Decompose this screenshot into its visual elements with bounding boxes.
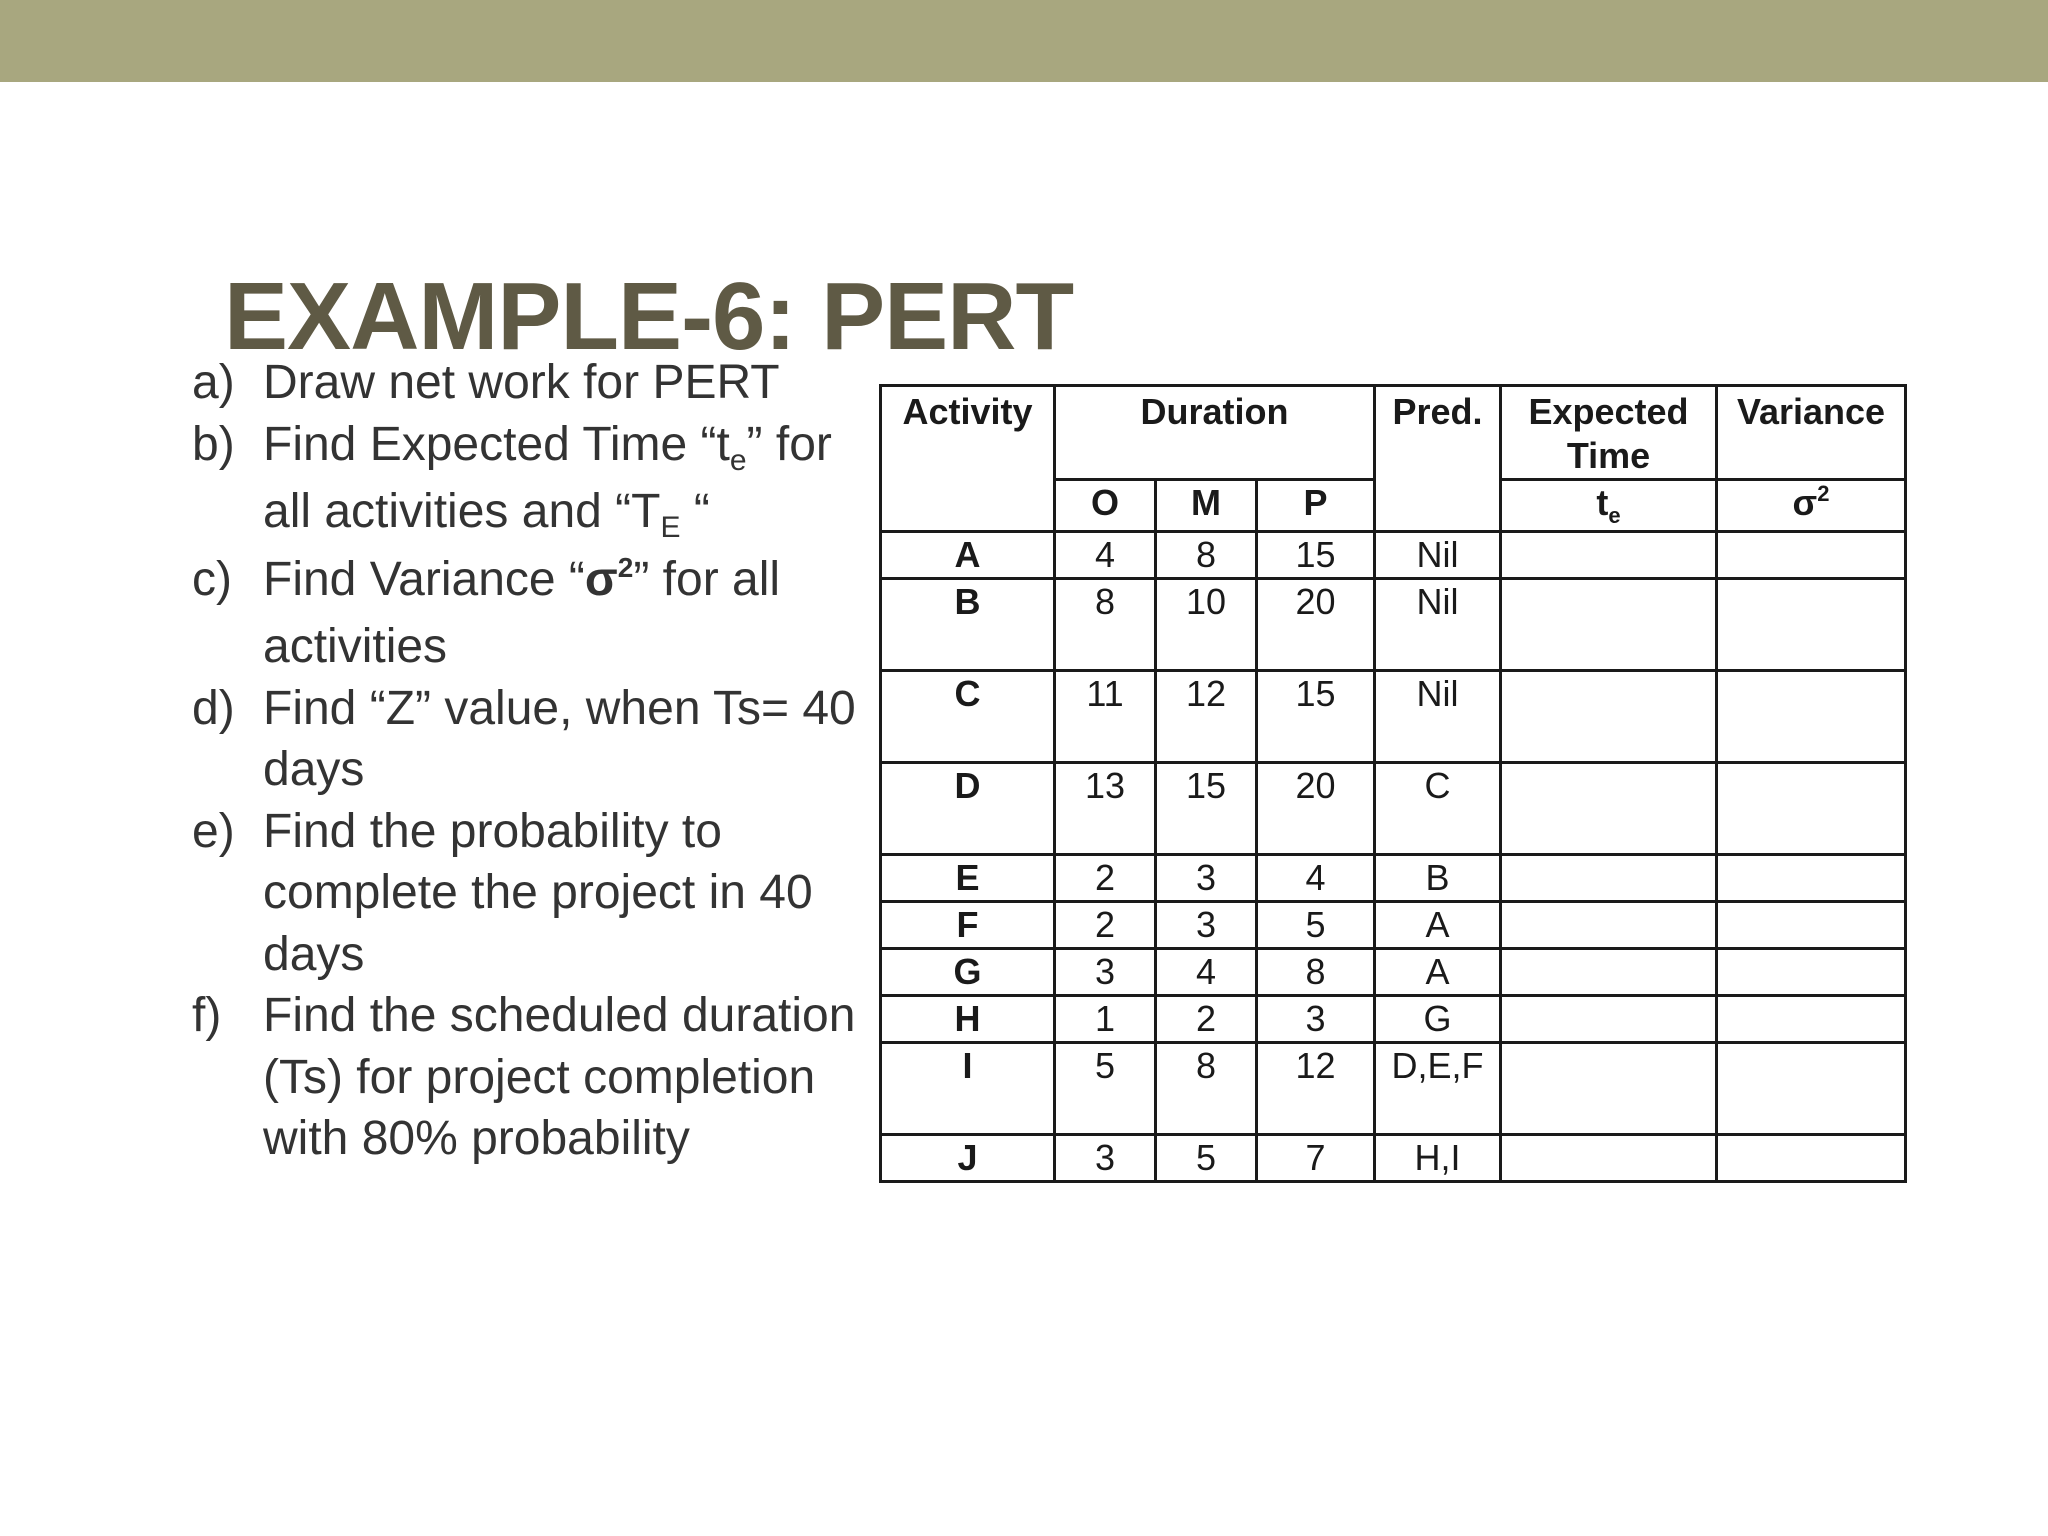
cell-m: 12 [1156, 671, 1257, 763]
header-row [881, 386, 1906, 480]
question-text: Draw net work for PERT [263, 356, 780, 409]
cell-o: 2 [1055, 855, 1156, 902]
page-title: EXAMPLE-6: PERT [224, 263, 1074, 370]
cell-activity: B [881, 579, 1055, 671]
question-letter: a) [192, 356, 235, 409]
cell-o: 2 [1055, 902, 1156, 949]
question-list [192, 352, 862, 1170]
cell-variance [1717, 902, 1906, 949]
cell-p: 20 [1257, 579, 1375, 671]
cell-p: 7 [1257, 1135, 1375, 1182]
pert-table [879, 384, 1907, 1183]
cell-activity: D [881, 763, 1055, 855]
sigma-superscript: 2 [1817, 481, 1830, 506]
cell-o: 8 [1055, 579, 1156, 671]
cell-activity: A [881, 532, 1055, 579]
cell-pred: Nil [1375, 532, 1501, 579]
cell-activity: F [881, 902, 1055, 949]
cell-p: 8 [1257, 949, 1375, 996]
cell-activity: C [881, 671, 1055, 763]
header-activity: Activity [881, 386, 1055, 532]
question-e [192, 801, 862, 986]
header-o: O [1055, 480, 1156, 532]
cell-pred: Nil [1375, 671, 1501, 763]
table-row [881, 579, 1906, 671]
sigma-superscript: 2 [617, 551, 634, 583]
cell-p: 4 [1257, 855, 1375, 902]
te-subscript: e [1608, 503, 1621, 528]
cell-te [1501, 532, 1717, 579]
question-b [192, 414, 862, 549]
question-f [192, 985, 862, 1170]
cell-o: 4 [1055, 532, 1156, 579]
cell-activity: G [881, 949, 1055, 996]
question-text: ” for all activities [263, 552, 781, 673]
question-text: “ [680, 485, 710, 538]
cell-pred: B [1375, 855, 1501, 902]
cell-pred: A [1375, 949, 1501, 996]
question-text: Find “Z” value, when Ts= 40 days [263, 681, 856, 796]
cell-pred: H,I [1375, 1135, 1501, 1182]
table-row [881, 949, 1906, 996]
cell-p: 12 [1257, 1043, 1375, 1135]
question-text: Find the scheduled duration (Ts) for project completion with 80% probability [263, 989, 856, 1165]
cell-m: 3 [1156, 855, 1257, 902]
cell-p: 3 [1257, 996, 1375, 1043]
cell-o: 13 [1055, 763, 1156, 855]
header-te [1501, 480, 1717, 532]
question-a [192, 352, 862, 414]
table-row [881, 996, 1906, 1043]
question-text: Find Variance “ [263, 552, 585, 606]
cell-m: 15 [1156, 763, 1257, 855]
question-letter: d) [192, 681, 235, 735]
cell-variance [1717, 532, 1906, 579]
cell-o: 11 [1055, 671, 1156, 763]
cell-variance [1717, 763, 1906, 855]
cell-m: 8 [1156, 1043, 1257, 1135]
cell-activity: I [881, 1043, 1055, 1135]
cell-variance [1717, 855, 1906, 902]
cell-pred: A [1375, 902, 1501, 949]
cell-te [1501, 671, 1717, 763]
cell-p: 5 [1257, 902, 1375, 949]
header-variance: Variance [1717, 386, 1906, 480]
cell-pred: G [1375, 996, 1501, 1043]
cell-m: 2 [1156, 996, 1257, 1043]
question-letter: e) [192, 804, 235, 858]
question-letter: f) [192, 989, 222, 1042]
cell-m: 8 [1156, 532, 1257, 579]
cell-te [1501, 855, 1717, 902]
cell-te [1501, 579, 1717, 671]
cell-m: 10 [1156, 579, 1257, 671]
cell-variance [1717, 671, 1906, 763]
cell-activity: J [881, 1135, 1055, 1182]
cell-o: 3 [1055, 949, 1156, 996]
cell-activity: E [881, 855, 1055, 902]
table-row [881, 763, 1906, 855]
cell-p: 20 [1257, 763, 1375, 855]
cell-m: 4 [1156, 949, 1257, 996]
header-p: P [1257, 480, 1375, 532]
table-row [881, 1043, 1906, 1135]
cell-te [1501, 949, 1717, 996]
cell-o: 5 [1055, 1043, 1156, 1135]
cell-te [1501, 1135, 1717, 1182]
header-pred: Pred. [1375, 386, 1501, 532]
header-duration: Duration [1055, 386, 1375, 480]
cell-te [1501, 902, 1717, 949]
cell-variance [1717, 996, 1906, 1043]
te-subscript: e [729, 443, 747, 477]
cell-activity: H [881, 996, 1055, 1043]
cell-o: 1 [1055, 996, 1156, 1043]
cell-p: 15 [1257, 671, 1375, 763]
cell-o: 3 [1055, 1135, 1156, 1182]
cell-variance [1717, 579, 1906, 671]
cell-variance [1717, 1135, 1906, 1182]
table-row [881, 1135, 1906, 1182]
table-row [881, 855, 1906, 902]
header-expected-time: Expected Time [1501, 386, 1717, 480]
header-m: M [1156, 480, 1257, 532]
te-symbol: t [1596, 482, 1609, 523]
cell-te [1501, 763, 1717, 855]
table-row [881, 902, 1906, 949]
question-d [192, 678, 862, 801]
question-text: Find the probability to complete the project in 40 days [263, 804, 813, 981]
question-letter: b) [192, 417, 235, 471]
question-c [192, 549, 862, 678]
table-row [881, 671, 1906, 763]
sigma-symbol: σ [584, 552, 618, 606]
table-row [881, 532, 1906, 579]
question-letter: c) [192, 552, 232, 606]
cell-variance [1717, 1043, 1906, 1135]
cell-pred: C [1375, 763, 1501, 855]
header-sigma [1717, 480, 1906, 532]
cell-pred: D,E,F [1375, 1043, 1501, 1135]
cell-te [1501, 996, 1717, 1043]
question-text: ” for all activities and “T [263, 417, 832, 538]
cell-m: 3 [1156, 902, 1257, 949]
te-subscript: E [660, 511, 681, 544]
question-text: Find Expected Time “t [263, 417, 730, 471]
top-banner [0, 0, 2048, 82]
cell-variance [1717, 949, 1906, 996]
cell-te [1501, 1043, 1717, 1135]
cell-p: 15 [1257, 532, 1375, 579]
cell-m: 5 [1156, 1135, 1257, 1182]
sigma-symbol: σ [1792, 482, 1818, 523]
cell-pred: Nil [1375, 579, 1501, 671]
